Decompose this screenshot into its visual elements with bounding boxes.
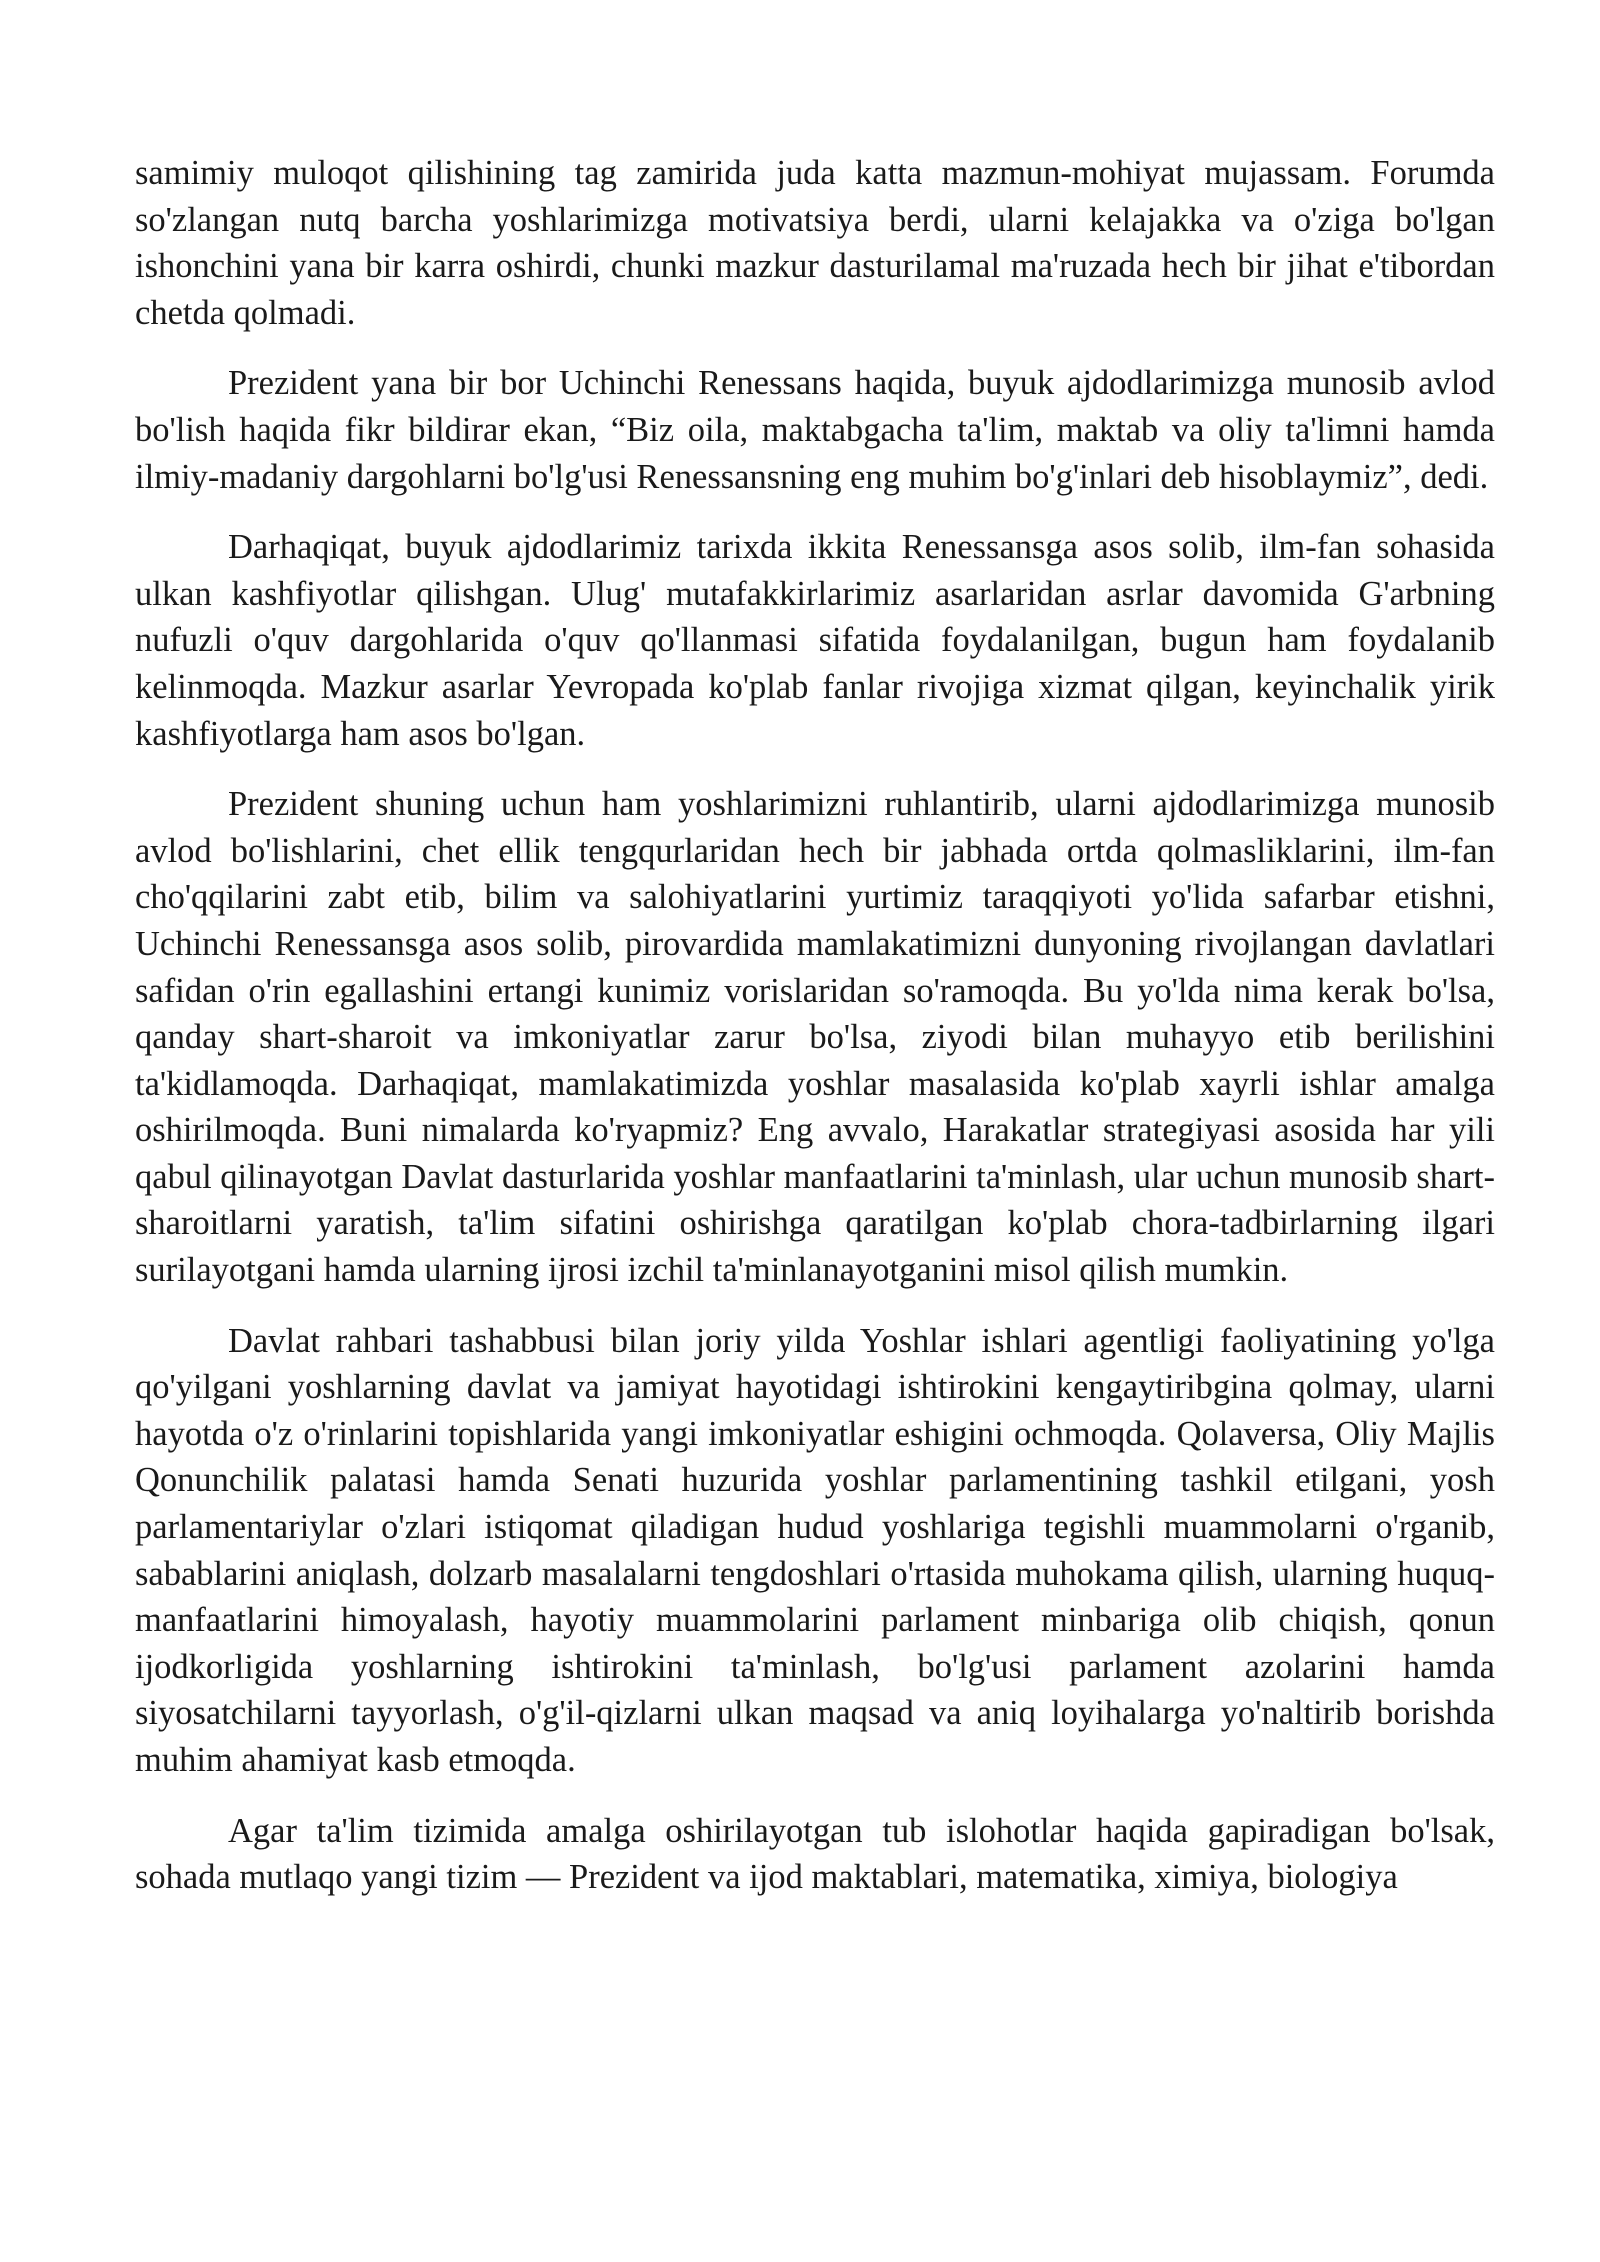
document-page xyxy=(135,150,1495,1925)
paragraph-4: Prezident shuning uchun ham yoshlarimizni ruhlantirib, ularni ajdodlarimizga munosib avlod bo'lishlarini, chet ellik tengqurlaridan hech bir jabhada ortda qolmasliklarini, ilm-fan cho'qqilarini zabt etib, bilim va salohiyatlarini yurtimiz taraqqiyoti yo'lida safarbar etishni, Uchinchi Renessansga asos solib, pirovardida mamlakatimizni dunyoning rivojlangan davlatlari safidan o'rin egallashini ertangi kunimiz vorislaridan so'ramoqda. Bu yo'lda nima kerak bo'lsa, qanday shart-sharoit va imkoniyatlar zarur bo'lsa, ziyodi bilan muhayyo etib berilishini ta'kidlamoqda. Darhaqiqat, mamlakatimizda yoshlar masalasida ko'plab xayrli ishlar amalga oshirilmoqda. Buni nimalarda ko'ryapmiz? Eng avvalo, Harakatlar strategiyasi asosida har yili qabul qilinayotgan Davlat dasturlarida yoshlar manfaatlarini ta'minlash, ular uchun munosib shart-sharoitlarni yaratish, ta'lim sifatini oshirishga qaratilgan ko'plab chora-tadbirlarning ilgari surilayotgani hamda ularning ijrosi izchil ta'minlanayotganini misol qilish mumkin. xyxy=(135,785,1495,1290)
paragraph-2: Prezident yana bir bor Uchinchi Renessans haqida, buyuk ajdodlarimizga munosib avlod bo'lish haqida fikr bildirar ekan, “Biz oila, maktabgacha ta'lim, maktab va oliy ta'limni hamda ilmiy-madaniy dargohlarni bo'lg'usi Renessansning eng muhim bo'g'inlari deb hisoblaymiz”, dedi. xyxy=(135,364,1495,496)
paragraph-6: Agar ta'lim tizimida amalga oshirilayotgan tub islohotlar haqida gapiradigan bo'lsak, sohada mutlaqo yangi tizim — Prezident va ijod maktablari, matematika, ximiya, biologiya xyxy=(135,1811,1495,1897)
paragraph-1: samimiy muloqot qilishining tag zamirida juda katta mazmun-mohiyat mujassam. Forumda so'zlangan nutq barcha yoshlarimizga motivatsiya berdi, ularni kelajakka va o'ziga bo'lgan ishonchini yana bir karra oshirdi, chunki mazkur dasturilamal ma'ruzada hech bir jihat e'tibordan chetda qolmadi. xyxy=(135,154,1495,332)
paragraph-5: Davlat rahbari tashabbusi bilan joriy yilda Yoshlar ishlari agentligi faoliyatining yo'lga qo'yilgani yoshlarning davlat va jamiyat hayotidagi ishtirokini kengaytiribgina qolmay, ularni hayotda o'z o'rinlarini topishlarida yangi imkoniyatlar eshigini ochmoqda. Qolaversa, Oliy Majlis Qonunchilik palatasi hamda Senati huzurida yoshlar parlamentining tashkil etilgani, yosh parlamentariylar o'zlari istiqomat qiladigan hudud yoshlariga tegishli muammolarni o'rganib, sabablarini aniqlash, dolzarb masalalarni tengdoshlari o'rtasida muhokama qilish, ularning huquq-manfaatlarini himoyalash, hayotiy muammolarini parlament minbariga olib chiqish, qonun ijodkorligida yoshlarning ishtirokini ta'minlash, bo'lg'usi parlament azolarini hamda siyosatchilarni tayyorlash, o'g'il-qizlarni ulkan maqsad va aniq loyihalarga yo'naltirib borishda muhim ahamiyat kasb etmoqda. xyxy=(135,1321,1495,1779)
paragraph-3: Darhaqiqat, buyuk ajdodlarimiz tarixda ikkita Renessansga asos solib, ilm-fan sohasida ulkan kashfiyotlar qilishgan. Ulug' mutafakkirlarimiz asarlaridan asrlar davomida G'arbning nufuzli o'quv dargohlarida o'quv qo'llanmasi sifatida foydalanilgan, bugun ham foydalanib kelinmoqda. Mazkur asarlar Yevropada ko'plab fanlar rivojiga xizmat qilgan, keyinchalik yirik kashfiyotlarga ham asos bo'lgan. xyxy=(135,528,1495,753)
